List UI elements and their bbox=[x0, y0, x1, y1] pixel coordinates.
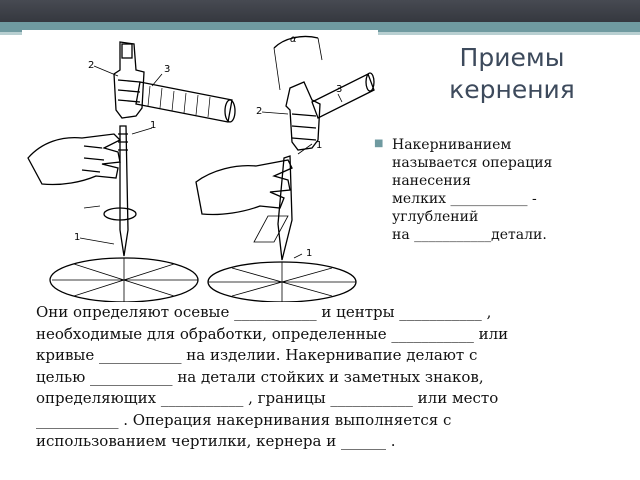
header-bar bbox=[0, 0, 640, 22]
right-marker-label: 1 bbox=[306, 248, 313, 259]
kerning-drawing bbox=[22, 30, 378, 302]
right-hand bbox=[196, 160, 292, 215]
right-label-2: 2 bbox=[256, 106, 263, 117]
right-label-1: 1 bbox=[316, 140, 323, 151]
definition-line: на ___________детали. bbox=[392, 227, 547, 243]
square-bullet-icon: ■ bbox=[374, 138, 384, 149]
paragraph-line: целью ___________ на детали стойких и заметных знаков, bbox=[36, 367, 484, 386]
paragraph-line: Они определяют осевые ___________ и центры ___________ , bbox=[36, 303, 492, 321]
definition-line: нанесения bbox=[392, 173, 471, 189]
left-label-3: 3 bbox=[164, 64, 171, 75]
left-hammer-handle bbox=[136, 82, 232, 122]
slide-title-line-2: кернения bbox=[449, 75, 575, 104]
slide-title bbox=[398, 42, 626, 106]
definition-line: мелких ___________ - bbox=[392, 191, 537, 207]
paragraph-line: определяющих ___________ , границы ___________ или место bbox=[36, 389, 499, 407]
explanation-paragraph bbox=[36, 302, 616, 453]
left-marker-label: 1 bbox=[74, 232, 81, 243]
paragraph-line: кривые ___________ на изделии. Накернивапие делают с bbox=[36, 346, 478, 364]
left-punch bbox=[120, 126, 128, 256]
right-label-3: 3 bbox=[336, 84, 343, 95]
kerning-illustration bbox=[22, 30, 378, 302]
right-hammer-handle bbox=[312, 74, 374, 118]
left-label-2: 2 bbox=[88, 60, 95, 71]
paragraph-line: использованием чертилки, кернера и ______ . bbox=[36, 432, 396, 450]
definition-text bbox=[392, 136, 630, 244]
definition-line: углублений bbox=[392, 209, 479, 225]
definition-line: называется операция bbox=[392, 155, 553, 171]
right-angle-label: α bbox=[290, 34, 297, 45]
paragraph-line: необходимые для обработки, определенные ___________ или bbox=[36, 324, 509, 343]
paragraph-line: ___________ . Операция накернивания выполняется с bbox=[36, 410, 452, 429]
left-hand bbox=[28, 134, 120, 185]
definition-line: Накерниванием bbox=[392, 137, 512, 153]
definition-bullet bbox=[374, 136, 630, 244]
slide-title-line-1: Приемы bbox=[459, 43, 565, 72]
left-label-1: 1 bbox=[150, 120, 157, 131]
